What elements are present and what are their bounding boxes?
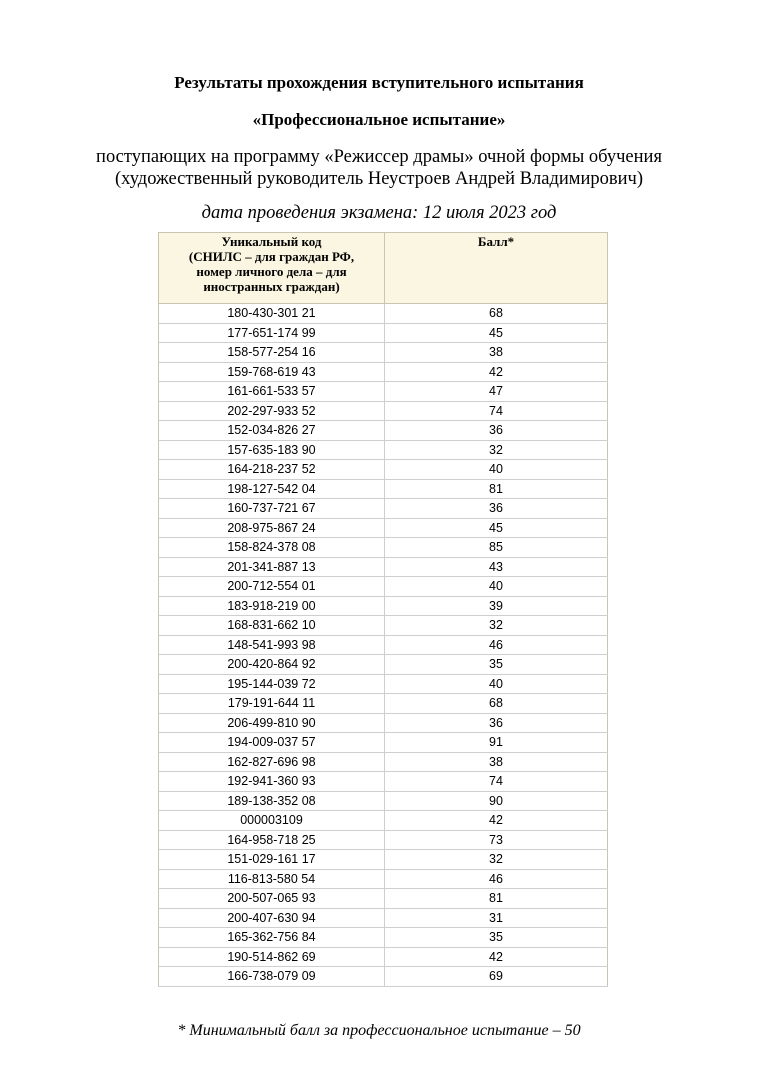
header-code-line: (СНИЛС – для граждан РФ, [188,249,355,264]
applicant-code-cell: 179-191-644 11 [159,694,385,714]
table-row [159,928,608,948]
score-cell: 35 [385,655,608,675]
score-cell: 90 [385,791,608,811]
applicant-code-cell: 158-577-254 16 [159,343,385,363]
applicant-code-cell: 200-420-864 92 [159,655,385,675]
table-row [159,479,608,499]
applicant-code-cell: 157-635-183 90 [159,440,385,460]
applicant-code-cell: 200-507-065 93 [159,889,385,909]
applicant-code-cell: 190-514-862 69 [159,947,385,967]
score-cell: 47 [385,382,608,402]
table-row [159,655,608,675]
applicant-code-cell: 202-297-933 52 [159,401,385,421]
header-code-line: иностранных граждан) [203,279,340,294]
table-row [159,538,608,558]
applicant-code-cell: 180-430-301 21 [159,304,385,324]
applicant-code-cell: 168-831-662 10 [159,616,385,636]
score-cell: 74 [385,772,608,792]
score-cell: 40 [385,460,608,480]
applicant-code-cell: 160-737-721 67 [159,499,385,519]
table-row [159,889,608,909]
score-cell: 91 [385,733,608,753]
exam-name: «Профессиональное испытание» [252,110,506,129]
applicant-code-cell: 148-541-993 98 [159,635,385,655]
applicant-code-cell: 116-813-580 54 [159,869,385,889]
table-row [159,635,608,655]
table-row [159,557,608,577]
score-cell: 38 [385,343,608,363]
applicant-code-cell: 198-127-542 04 [159,479,385,499]
score-cell: 36 [385,713,608,733]
table-row [159,596,608,616]
table-row [159,616,608,636]
applicant-code-cell: 183-918-219 00 [159,596,385,616]
table-row [159,908,608,928]
table-row [159,674,608,694]
applicant-code-cell: 177-651-174 99 [159,323,385,343]
results-table-body [159,304,608,987]
score-cell: 81 [385,479,608,499]
table-row [159,518,608,538]
applicant-code-cell: 192-941-360 93 [159,772,385,792]
applicant-code-cell: 208-975-867 24 [159,518,385,538]
applicant-code-cell: 000003109 [159,811,385,831]
table-row [159,791,608,811]
applicant-code-cell: 206-499-810 90 [159,713,385,733]
score-cell: 39 [385,596,608,616]
score-cell: 46 [385,869,608,889]
table-row [159,967,608,987]
score-cell: 43 [385,557,608,577]
applicant-code-cell: 166-738-079 09 [159,967,385,987]
footnote: * Минимальный балл за профессиональное испытание – 50 [177,1022,581,1039]
table-row [159,752,608,772]
score-cell: 68 [385,694,608,714]
table-row [159,382,608,402]
score-cell: 74 [385,401,608,421]
table-row [159,323,608,343]
table-row [159,304,608,324]
header-score: Балл* [385,233,608,304]
table-row [159,947,608,967]
applicant-code-cell: 201-341-887 13 [159,557,385,577]
score-cell: 68 [385,304,608,324]
score-cell: 42 [385,947,608,967]
applicant-code-cell: 152-034-826 27 [159,421,385,441]
score-cell: 32 [385,616,608,636]
header-code-line: номер личного дела – для [196,264,347,279]
score-cell: 31 [385,908,608,928]
table-row [159,733,608,753]
score-cell: 32 [385,850,608,870]
table-row [159,713,608,733]
table-row [159,499,608,519]
applicant-code-cell: 164-958-718 25 [159,830,385,850]
header-unique-code [159,233,385,304]
table-row [159,869,608,889]
score-cell: 40 [385,577,608,597]
table-row [159,830,608,850]
score-cell: 32 [385,440,608,460]
table-row [159,460,608,480]
score-cell: 38 [385,752,608,772]
applicant-code-cell: 195-144-039 72 [159,674,385,694]
score-cell: 45 [385,323,608,343]
table-row [159,694,608,714]
header-code-line: Уникальный код [221,234,322,249]
applicant-code-cell: 151-029-161 17 [159,850,385,870]
program-supervisor: (художественный руководитель Неустроев Андрей Владимирович) [114,169,644,189]
score-cell: 81 [385,889,608,909]
score-cell: 42 [385,811,608,831]
applicant-code-cell: 200-712-554 01 [159,577,385,597]
results-table [158,232,608,987]
table-row [159,850,608,870]
table-row [159,421,608,441]
score-cell: 36 [385,421,608,441]
table-row [159,343,608,363]
score-cell: 73 [385,830,608,850]
applicant-code-cell: 162-827-696 98 [159,752,385,772]
table-row [159,440,608,460]
applicant-code-cell: 200-407-630 94 [159,908,385,928]
exam-date: дата проведения экзамена: 12 июля 2023 год [201,203,557,223]
applicant-code-cell: 165-362-756 84 [159,928,385,948]
table-row [159,401,608,421]
score-cell: 42 [385,362,608,382]
program-description: поступающих на программу «Режиссер драмы» очной формы обучения [96,147,662,167]
applicant-code-cell: 194-009-037 57 [159,733,385,753]
applicant-code-cell: 158-824-378 08 [159,538,385,558]
applicant-code-cell: 159-768-619 43 [159,362,385,382]
table-row [159,577,608,597]
score-cell: 69 [385,967,608,987]
table-row [159,772,608,792]
score-cell: 35 [385,928,608,948]
applicant-code-cell: 189-138-352 08 [159,791,385,811]
applicant-code-cell: 164-218-237 52 [159,460,385,480]
table-row [159,811,608,831]
score-cell: 45 [385,518,608,538]
score-cell: 85 [385,538,608,558]
document-title: Результаты прохождения вступительного испытания [174,73,584,92]
score-cell: 40 [385,674,608,694]
score-cell: 46 [385,635,608,655]
table-row [159,362,608,382]
score-cell: 36 [385,499,608,519]
table-header-row [159,233,608,304]
applicant-code-cell: 161-661-533 57 [159,382,385,402]
